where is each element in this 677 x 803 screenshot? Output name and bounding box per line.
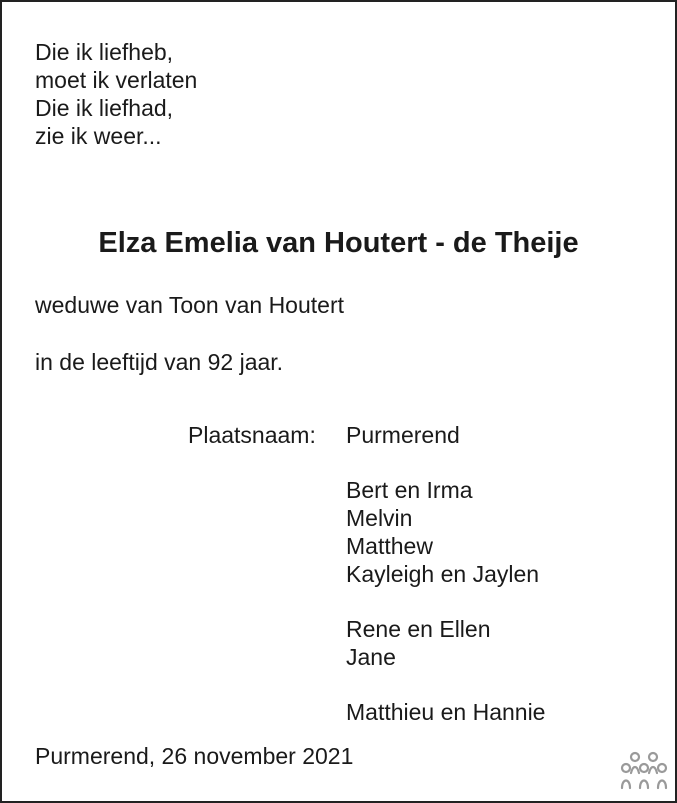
family-member: Rene en Ellen xyxy=(346,616,491,642)
poem-line: zie ik weer... xyxy=(35,123,162,149)
poem-line: Die ik liefheb, xyxy=(35,39,174,65)
relation-text: weduwe van Toon van Houtert xyxy=(35,292,344,318)
location-label: Plaatsnaam: xyxy=(188,422,316,448)
family-group-3 xyxy=(346,698,545,726)
place-date: Purmerend, 26 november 2021 xyxy=(35,743,354,769)
family-group-2 xyxy=(346,615,491,671)
family-member: Kayleigh en Jaylen xyxy=(346,561,540,587)
poem-line: moet ik verlaten xyxy=(35,67,198,93)
poem xyxy=(35,38,197,150)
people-group-icon xyxy=(620,751,668,791)
family-member: Matthew xyxy=(346,533,433,559)
deceased-name: Elza Emelia van Houtert - de Theije xyxy=(98,227,579,259)
family-member: Jane xyxy=(346,644,396,670)
age-text: in de leeftijd van 92 jaar. xyxy=(35,349,284,375)
family-member: Bert en Irma xyxy=(346,477,473,503)
family-member: Melvin xyxy=(346,505,413,531)
poem-line: Die ik liefhad, xyxy=(35,95,174,121)
family-group-1 xyxy=(346,476,539,588)
location-value: Purmerend xyxy=(346,422,460,448)
family-member: Matthieu en Hannie xyxy=(346,699,546,725)
